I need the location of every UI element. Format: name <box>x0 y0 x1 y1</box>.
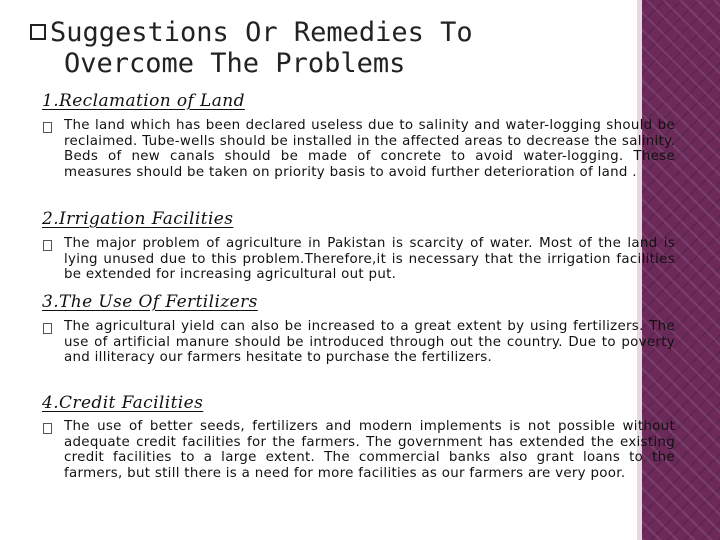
checkbox-bullet-icon <box>43 423 52 434</box>
section-item-irrigation <box>43 236 675 283</box>
title-line-1: Suggestions Or Remedies To <box>50 17 473 48</box>
section-item-reclamation <box>43 118 675 180</box>
section-heading-irrigation: 2.Irrigation Facilities <box>42 209 234 229</box>
title-line-2: Overcome The Problems <box>64 48 406 79</box>
section-heading-fertilizers: 3.The Use Of Fertilizers <box>42 292 258 312</box>
section-text-credit: The use of better seeds, fertilizers and modern implements is not possible without adequate credit facilities for the farmers. The government has extended the existing credit facilities to a large extent. The commercial banks also grant loans to the farmers, but still there is a need for more facilities as our farmers are very poor. <box>64 419 675 481</box>
section-item-credit <box>43 419 675 481</box>
section-item-fertilizers <box>43 319 675 366</box>
section-text-irrigation: The major problem of agriculture in Pakistan is scarcity of water. Most of the land is lying unused due to this problem.Therefore,it is necessary that the irrigation facilities be extended for increasing agricultural out put. <box>64 236 675 283</box>
checkbox-bullet-icon <box>43 323 52 334</box>
section-text-reclamation: The land which has been declared useless due to salinity and water-logging should be reclaimed. Tube-wells should be installed in the affected areas to decrease the salinity. Beds of new canals should be made of concrete to avoid water-logging. These measures should be taken on priority basis to avoid further deterioration of land . <box>64 118 675 180</box>
checkbox-bullet-icon <box>43 240 52 251</box>
section-heading-reclamation: 1.Reclamation of Land <box>42 91 245 111</box>
section-text-fertilizers: The agricultural yield can also be increased to a great extent by using fertilizers. The use of artificial manure should be introduced through out the country. Due to poverty and illiteracy our farmers hesitate to purchase the fertilizers. <box>64 319 675 366</box>
checkbox-bullet-icon <box>43 122 52 133</box>
square-bullet-icon <box>30 24 46 40</box>
slide-title <box>30 17 630 79</box>
section-heading-credit: 4.Credit Facilities <box>42 393 204 413</box>
